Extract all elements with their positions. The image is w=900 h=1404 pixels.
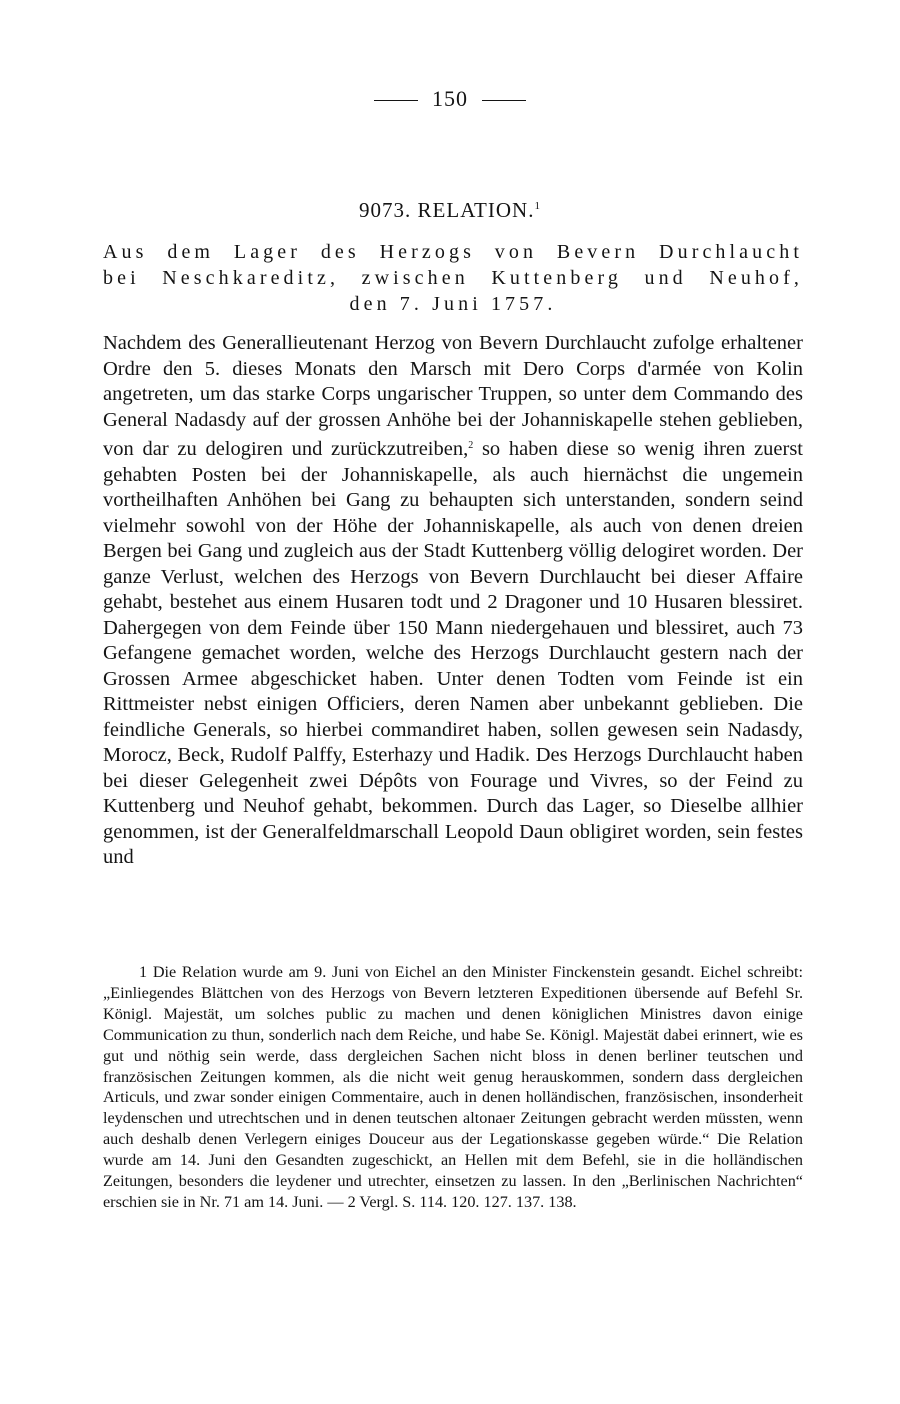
right-dash-rule — [482, 100, 526, 101]
title-footnote-mark: 1 — [534, 200, 541, 212]
body-paragraph — [103, 331, 803, 871]
footnotes — [103, 962, 803, 1213]
page-number: 150 — [432, 86, 468, 111]
body-footnote-mark: 2 — [468, 440, 474, 451]
subtitle-line-3: den 7. Juni 1757. — [349, 293, 557, 315]
document-title-text: 9073. RELATION. — [359, 198, 535, 222]
subtitle-line-2: bei Neschkareditz, zwischen Kuttenberg und Neuhof, — [103, 267, 803, 289]
page-number-header — [0, 86, 900, 112]
footnote-text: 1 Die Relation wurde am 9. Juni von Eichel an den Minister Finckenstein gesandt. Eichel schreibt: „Einliegendes Blättchen von des Herzogs von Bevern letzteren Expeditionen übersende auf Befehl Sr. Königl. Majestät, um solches public zu machen und denen königlichen Ministres davon einige Communication zu thun, sonderlich nach dem Reiche, und habe Se. Königl. Majestät dabei erinnert, wie es gut und nöthig sein werde, dass dergleichen Sachen nicht bloss in denen berliner teutschen und französischen Zeitungen kommen, als die nicht weit genug herauskommen, sondern dass dergleichen Articuls, und zwar sonder einigen Commentaire, auch in denen holländischen, französischen, insonderheit leydenschen und utrechtschen und in denen teutschen altonaer Zeitungen gebracht werden müssten, wenn auch deshalb denen Verlegern einiges Douceur aus der Legationskasse gegeben würde.“ Die Relation wurde am 14. Juni den Gesandten zugeschickt, an Hellen mit dem Befehl, sie in die holländischen Zeitungen, besonders die leydener und utrechter, einsetzen zu lassen. In den „Berlinischen Nachrichten“ erschien sie in Nr. 71 am 14. Juni. — 2 Vergl. S. 114. 120. 127. 137. 138. — [103, 963, 803, 1211]
subtitle-line-1: Aus dem Lager des Herzogs von Bevern Durchlaucht — [103, 241, 803, 263]
body-text-part-2: so haben diese so wenig ihren zuerst gehabten Posten bei der Johanniskapelle, als auch hiernächst die ungemein vortheilhaften Anhöhen bei Gang zu behaupten sich unterstanden, sondern seind vielmehr sowohl von der Höhe der Johanniskapelle, als auch von denen dreien Bergen bei Gang und zugleich aus der Stadt Kuttenberg völlig delogiret worden. Der ganze Verlust, welchen des Herzogs von Bevern Durchlaucht bei dieser Affaire gehabt, bestehet aus einem Husaren todt und 2 Dragoner und 10 Husaren blessiret. Dahergegen von dem Feinde über 150 Mann niedergehauen und blessiret, auch 73 Gefangene gemachet worden, welche des Herzogs Durchlaucht gestern nach der Grossen Armee abgeschicket haben. Unter denen Todten vom Feinde ist ein Rittmeister nebst einigen Officiers, deren Namen aber unbekannt geblieben. Die feindliche Generals, so hierbei commandiret haben, sollen gewesen sein Nadasdy, Morocz, Beck, Rudolf Palffy, Esterhazy und Hadik. Des Herzogs Durchlaucht haben bei dieser Gelegenheit zwei Dépôts von Fourage und Vivres, so der Feind zu Kuttenberg und Neuhof gehabt, bekommen. Durch das Lager, so Dieselbe allhier genommen, ist der Generalfeldmarschall Leopold Daun obligiret worden, sein festes und — [103, 438, 803, 868]
body-text-part-1: Nachdem des Generallieutenant Herzog von Bevern Durchlaucht zufolge erhaltener Ordre den 5. dieses Monats den Marsch mit Dero Corps d'armée von Kolin angetreten, um das starke Corps ungarischer Truppen, so unter dem Commando des General Nadasdy auf der grossen Anhöhe bei der Johanniskapelle stehen geblieben, von dar zu delogiren und zurückzutreiben, — [103, 332, 803, 460]
left-dash-rule — [374, 100, 418, 101]
document-title — [0, 198, 900, 223]
document-subtitle — [103, 239, 803, 317]
